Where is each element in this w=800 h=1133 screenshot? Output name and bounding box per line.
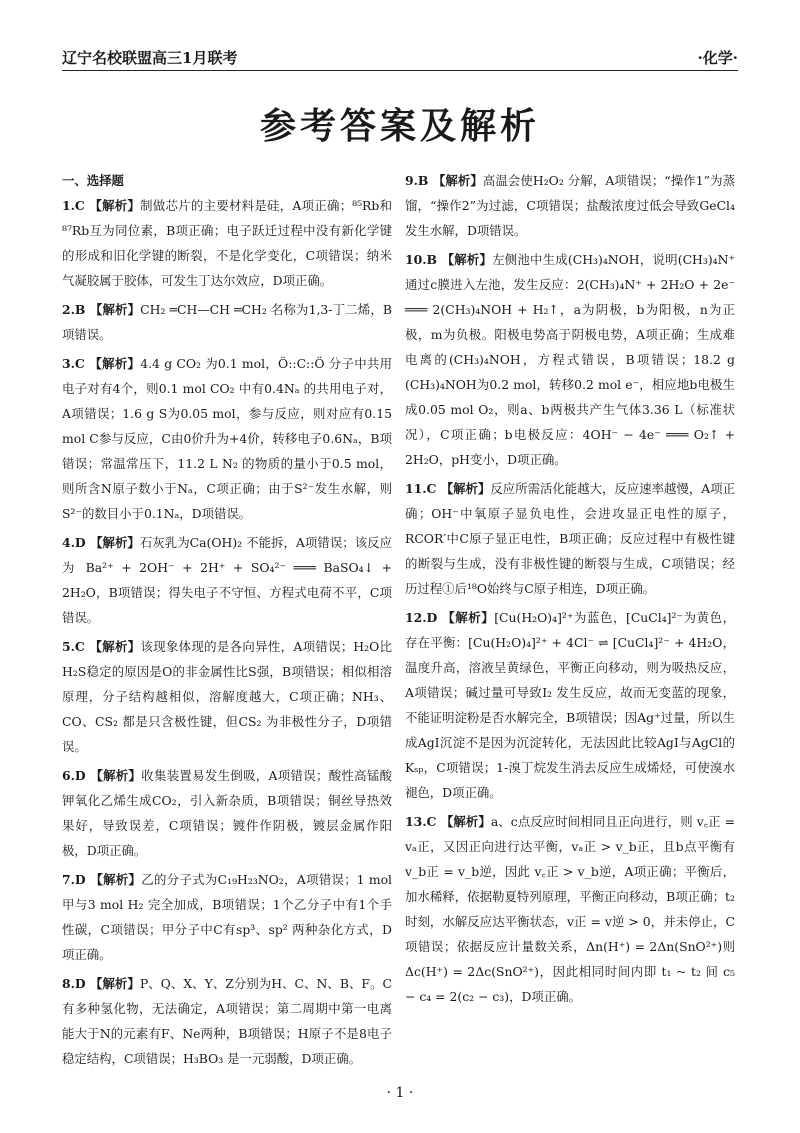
answer-item <box>405 476 735 601</box>
page-number: · 1 · <box>386 1085 414 1101</box>
answer-number: 13.C <box>405 814 441 829</box>
analysis-tag: 【解析】 <box>441 252 493 267</box>
header-subject: ·化学· <box>697 48 738 67</box>
right-answer-list <box>405 168 735 1009</box>
analysis-tag: 【解析】 <box>432 173 483 188</box>
analysis-text: 高温会使H₂O₂ 分解，A项错误；“操作1”为蒸馏，“操作2”为过滤，C项错误；盐酸浓度过低会导致GeCl₄ 发生水解，D项错误。 <box>405 173 736 238</box>
analysis-text: 收集装置易发生倒吸，A项错误；酸性高锰酸钾氧化乙烯生成CO₂，引入新杂质，B项错误；铜丝导热效果好，导致误差，C项错误；镀件作阴极，镀层金属作阳极，D项正确。 <box>62 768 393 858</box>
analysis-tag: 【解析】 <box>440 814 491 829</box>
answer-item <box>405 247 735 472</box>
analysis-tag: 【解析】 <box>440 481 491 496</box>
analysis-text: 反应所需活化能越大，反应速率越慢，A项正确；OH⁻中氧原子显负电性，会进攻显正电性的原子，RCOR′中C原子显正电性，B项正确；反应过程中有极性键的断裂与生成，没有非极性键的断裂与生成，C项错误；经历过程①后¹⁸O始终与C原子相连，D项正确。 <box>405 481 736 596</box>
answer-number: 2.B <box>62 302 90 317</box>
answer-number: 5.C <box>62 639 90 654</box>
answer-item <box>62 634 392 759</box>
analysis-text: 乙的分子式为C₁₉H₂₃NO₂，A项错误；1 mol甲与3 mol H₂ 完全加成，B项错误；1个乙分子中有1个手性碳，C项错误；甲分子中C有sp³、sp² 两种杂化方式，D项正确。 <box>62 872 393 962</box>
analysis-text: 左侧池中生成(CH₃)₄NOH，说明(CH₃)₄N⁺通过c膜进入左池，发生反应：2(CH₃)₄N⁺ + 2H₂O + 2e⁻ ═══ 2(CH₃)₄NOH + H₂↑，a为阴极，b为阳极，n为正极，m为负极。阳极电势高于阴极电势，A项正确；生成难电离的(CH₃)₄NOH，方程式错误，B项错误；18.2 g (CH₃)₄NOH为0.2 mol，转移0.2 mol e⁻，相应地b电极生成0.05 mol O₂，则a、b两极共产生气体3.36 L（标准状况），C项正确；b电极反应：4OH⁻ − 4e⁻ ═══ O₂↑ + 2H₂O，pH变小，D项正确。 <box>405 252 736 467</box>
answer-number: 11.C <box>405 481 441 496</box>
analysis-text: a、c点反应时间相同且正向进行，则 v꜀正 = vₐ正，又因正向进行达平衡，vₐ正 > v_b正，且b点平衡有 v_b正 = v_b逆，因此 v꜀正 > v_b逆，A项正确；平衡后，加水稀释，依据勒夏特列原理，平衡正向移动，B项正确；t₂ 时刻，水解反应达平衡状态，v正 = v逆 > 0，并未停止，C项错误；依据反应计量数关系，Δn(H⁺) = 2Δn(SnO²⁺)则 Δc(H⁺) = 2Δc(SnO²⁺)，因此相同时间内即 t₁ ~ t₂ 间 c₅ − c₄ = 2(c₂ − c₃)，D项正确。 <box>405 814 736 1004</box>
answer-number: 12.D <box>405 610 443 625</box>
answer-number: 10.B <box>405 252 442 267</box>
answer-item <box>62 763 392 863</box>
answer-item <box>62 971 392 1071</box>
right-column <box>405 168 735 1013</box>
left-answer-list <box>62 193 392 1071</box>
analysis-tag: 【解析】 <box>90 976 140 991</box>
analysis-text: 制做芯片的主要材料是硅，A项正确；⁸⁵Rb和⁸⁷Rb互为同位素，B项正确；电子跃迁过程中没有新化学键的形成和旧化学键的断裂，不是化学变化，C项错误；纳米气凝胶属于胶体，可发生丁达尔效应，D项正确。 <box>62 198 392 288</box>
analysis-tag: 【解析】 <box>90 535 140 550</box>
answer-item <box>62 351 392 526</box>
answer-item <box>62 297 392 347</box>
analysis-text: 4.4 g CO₂ 为0.1 mol，Ö::C::Ö 分子中共用电子对有4个，则0.1 mol CO₂ 中有0.4Nₐ 的共用电子对，A项错误；1.6 g S为0.05 mol，参与反应，则对应有0.15 mol C参与反应，C由0价升为+4价，转移电子0.6Nₐ，B项错误；常温常压下，11.2 L N₂ 的物质的量小于0.5 mol，则所含N原子数小于Nₐ，C项正确；由于S²⁻发生水解，则S²⁻的数目小于0.1Nₐ，D项错误。 <box>62 356 392 521</box>
answer-item <box>62 193 392 293</box>
analysis-tag: 【解析】 <box>89 639 141 654</box>
answer-number: 3.C <box>62 356 90 371</box>
answer-number: 6.D <box>62 768 91 783</box>
analysis-tag: 【解析】 <box>89 356 141 371</box>
answer-number: 8.D <box>62 976 91 991</box>
answer-item <box>405 168 735 243</box>
answer-number: 9.B <box>405 173 433 188</box>
section-heading: 一、选择题 <box>62 173 124 188</box>
answer-number: 1.C <box>62 198 90 213</box>
answer-number: 7.D <box>62 872 91 887</box>
answer-item <box>62 867 392 967</box>
analysis-tag: 【解析】 <box>442 610 495 625</box>
analysis-tag: 【解析】 <box>89 302 141 317</box>
analysis-tag: 【解析】 <box>90 872 142 887</box>
answer-number: 4.D <box>62 535 91 550</box>
answer-item <box>405 809 735 1009</box>
header-exam-name: 辽宁名校联盟高三1月联考 <box>62 48 238 67</box>
answer-item <box>62 530 392 630</box>
answer-item <box>405 605 735 805</box>
analysis-tag: 【解析】 <box>89 198 141 213</box>
page-title: 参考答案及解析 <box>259 106 540 147</box>
analysis-tag: 【解析】 <box>90 768 142 783</box>
analysis-text: 该现象体现的是各向异性，A项错误；H₂O比H₂S稳定的原因是O的非金属性比S强，B项错误；相似相溶原理，分子结构越相似，溶解度越大，C项正确；NH₃、CO、CS₂ 都是只含极性键，但CS₂ 为非极性分子，D项错误。 <box>62 639 392 754</box>
analysis-text: P、Q、X、Y、Z分别为H、C、N、B、F。C有多种氢化物，无法确定，A项错误；第二周期中第一电离能大于N的元素有F、Ne两种，B项错误；H原子不是8电子稳定结构，C项错误；H₃BO₃ 是一元弱酸，D项正确。 <box>62 976 392 1066</box>
analysis-text: 石灰乳为Ca(OH)₂ 不能拆，A项错误；该反应为 Ba²⁺ + 2OH⁻ + 2H⁺ + SO₄²⁻ ═══ BaSO₄↓ + 2H₂O，B项错误；得失电子不守恒、方程式电荷不平，C项错误。 <box>62 535 393 625</box>
analysis-text: [Cu(H₂O)₄]²⁺为蓝色，[CuCl₄]²⁻为黄色，存在平衡：[Cu(H₂O)₄]²⁺ + 4Cl⁻ ⇌ [CuCl₄]²⁻ + 4H₂O，温度升高，溶液呈黄绿色，平衡正向移动，则为吸热反应，A项错误；碱过量可导致I₂ 发生反应，故而无变蓝的现象，不能证明淀粉是否水解完全，B项错误；因Ag⁺过量，所以生成AgI沉淀不是因为沉淀转化，无法因此比较AgI与AgCl的Kₛₚ，C项错误；1-溴丁烷发生消去反应生成烯烃，可使溴水褪色，D项正确。 <box>405 610 736 800</box>
page-header <box>62 44 738 71</box>
left-column <box>62 168 392 1075</box>
analysis-text: CH₂ ═CH—CH ═CH₂ 名称为1,3-丁二烯，B项错误。 <box>62 302 393 342</box>
